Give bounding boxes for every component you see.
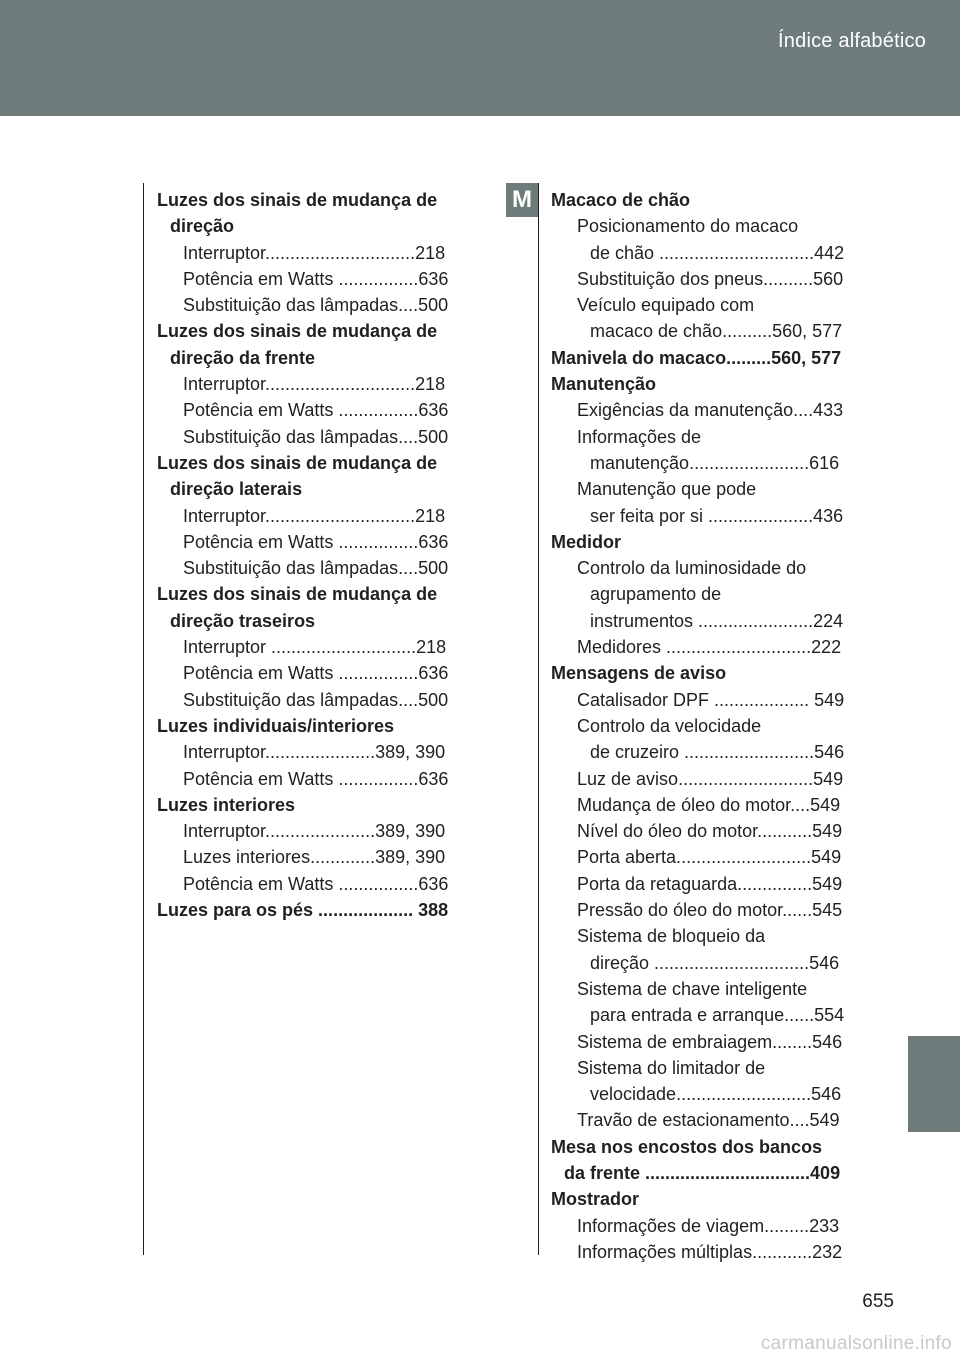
- index-subentry: Potência em Watts ................636: [183, 873, 449, 894]
- index-heading: direção: [170, 216, 235, 237]
- index-heading: Luzes dos sinais de mudança de: [157, 321, 438, 342]
- index-subentry: Interruptor..............................218: [183, 374, 446, 395]
- index-subentry: de chão ...............................442: [590, 242, 845, 263]
- index-subentry: Porta da retaguarda...............549: [577, 873, 843, 894]
- index-column-left: [157, 187, 467, 923]
- index-heading: Mensagens de aviso: [551, 663, 727, 684]
- index-heading: direção laterais: [170, 479, 303, 500]
- index-subentry: Substituição dos pneus..........560: [577, 268, 844, 289]
- index-subentry: Pressão do óleo do motor......545: [577, 900, 843, 921]
- index-subentry: Informações de: [577, 426, 702, 447]
- index-subentry: Posicionamento do macaco: [577, 216, 799, 237]
- index-subentry: agrupamento de: [590, 584, 722, 605]
- index-subentry: Informações de viagem.........233: [577, 1215, 840, 1236]
- index-subentry: manutenção........................616: [590, 452, 840, 473]
- index-subentry: Travão de estacionamento....549: [577, 1110, 840, 1131]
- index-subentry: Potência em Watts ................636: [183, 768, 449, 789]
- index-subentry: macaco de chão..........560, 577: [590, 321, 843, 342]
- right-column-rule: [538, 183, 539, 1255]
- section-title: Índice alfabético: [778, 30, 926, 52]
- index-subentry: Mudança de óleo do motor....549: [577, 794, 841, 815]
- index-subentry: Controlo da velocidade: [577, 715, 762, 736]
- index-heading: Luzes dos sinais de mudança de: [157, 584, 438, 605]
- index-subentry: Substituição das lâmpadas....500: [183, 689, 449, 710]
- index-subentry: Porta aberta...........................549: [577, 847, 842, 868]
- index-subentry: Luzes interiores.............389, 390: [183, 847, 446, 868]
- index-heading: da frente .................................409: [564, 1162, 841, 1183]
- index-subentry: Controlo da luminosidade do: [577, 558, 807, 579]
- index-subentry: Interruptor .............................218: [183, 637, 447, 658]
- index-subentry: Substituição das lâmpadas....500: [183, 295, 449, 316]
- index-heading: Macaco de chão: [551, 190, 691, 210]
- left-column-rule: [143, 183, 144, 1255]
- index-subentry: Substituição das lâmpadas....500: [183, 558, 449, 579]
- index-subentry: para entrada e arranque......554: [590, 1005, 845, 1026]
- index-subentry: Catalisador DPF ................... 549: [577, 689, 845, 710]
- index-letter-tab: M: [506, 183, 538, 217]
- index-heading: Manutenção: [551, 374, 657, 395]
- index-column-right: [551, 187, 861, 1265]
- index-subentry: Luz de aviso...........................549: [577, 768, 844, 789]
- index-subentry: Potência em Watts ................636: [183, 400, 449, 421]
- index-heading: Luzes individuais/interiores: [157, 715, 395, 736]
- index-subentry: Sistema do limitador de: [577, 1057, 766, 1078]
- index-subentry: direção ...............................546: [590, 952, 840, 973]
- index-heading: Luzes dos sinais de mudança de: [157, 190, 438, 210]
- index-subentry: Sistema de chave inteligente: [577, 978, 808, 999]
- index-heading: Mesa nos encostos dos bancos: [551, 1136, 823, 1157]
- index-subentry: Potência em Watts ................636: [183, 268, 449, 289]
- index-heading: Luzes interiores: [157, 794, 296, 815]
- index-subentry: ser feita por si .....................436: [590, 505, 844, 526]
- index-subentry: Nível do óleo do motor...........549: [577, 821, 843, 842]
- index-subentry: Potência em Watts ................636: [183, 531, 449, 552]
- index-subentry: velocidade...........................546: [590, 1084, 842, 1105]
- index-subentry: Sistema de bloqueio da: [577, 926, 766, 947]
- header-band: [0, 0, 960, 116]
- index-heading: Manivela do macaco.........560, 577: [551, 347, 842, 368]
- index-subentry: Exigências da manutenção....433: [577, 400, 844, 421]
- index-subentry: Substituição das lâmpadas....500: [183, 426, 449, 447]
- index-subentry: Interruptor..............................218: [183, 242, 446, 263]
- side-thumb-tab: [908, 1036, 960, 1132]
- index-heading: Luzes para os pés ................... 388: [157, 900, 449, 921]
- index-subentry: Potência em Watts ................636: [183, 663, 449, 684]
- index-subentry: Sistema de embraiagem........546: [577, 1031, 843, 1052]
- page-number: 655: [862, 1291, 894, 1312]
- index-heading: direção da frente: [170, 347, 316, 368]
- index-subentry: Manutenção que pode: [577, 479, 757, 500]
- index-subentry: Informações múltiplas............232: [577, 1241, 843, 1262]
- index-heading: Mostrador: [551, 1189, 640, 1210]
- index-subentry: Veículo equipado com: [577, 295, 755, 316]
- watermark: carmanualsonline.info: [760, 1333, 952, 1354]
- index-subentry: instrumentos .......................224: [590, 610, 844, 631]
- index-heading: Luzes dos sinais de mudança de: [157, 452, 438, 473]
- index-subentry: Interruptor......................389, 390: [183, 821, 446, 842]
- index-heading: direção traseiros: [170, 610, 316, 631]
- index-subentry: Interruptor......................389, 390: [183, 742, 446, 763]
- index-subentry: Medidores .............................222: [577, 637, 842, 658]
- index-subentry: Interruptor..............................218: [183, 505, 446, 526]
- index-heading: Medidor: [551, 531, 621, 552]
- index-subentry: de cruzeiro ..........................546: [590, 742, 845, 763]
